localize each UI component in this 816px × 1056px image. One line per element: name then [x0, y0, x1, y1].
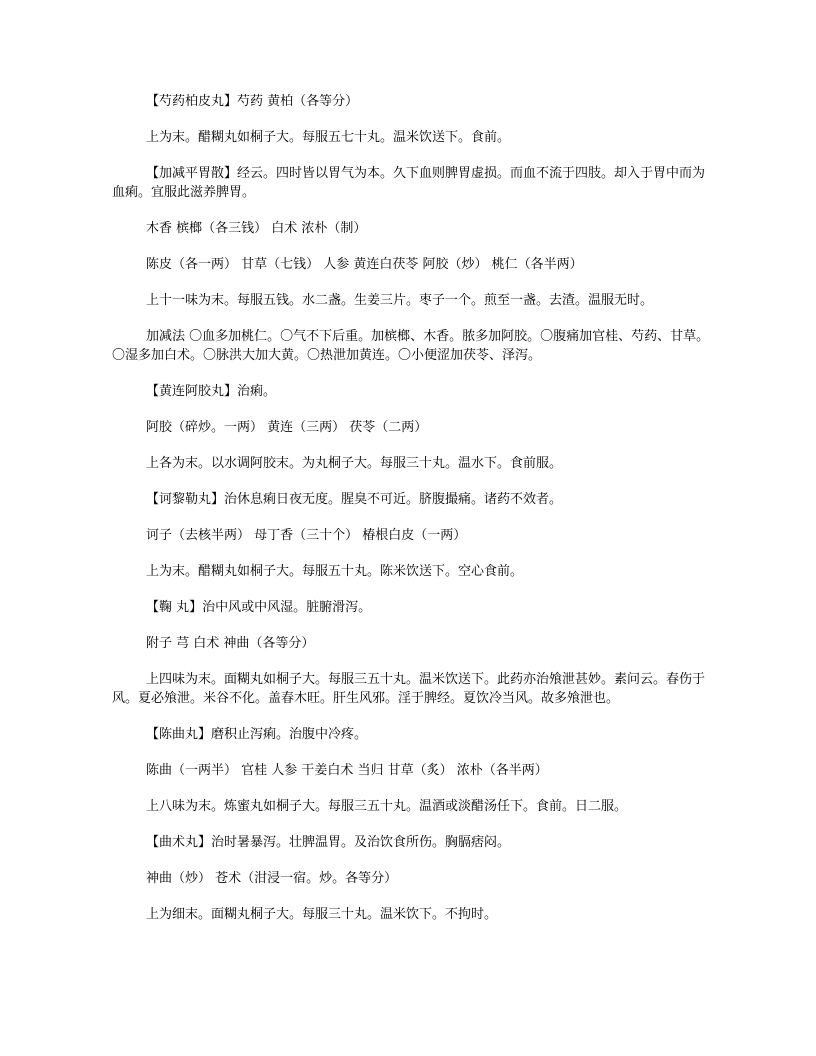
paragraph — [112, 164, 712, 202]
paragraph-text: 治时暑暴泻。壮脾温胃。及治饮食所伤。胸膈痞闷。 — [211, 835, 511, 850]
document-page — [112, 92, 712, 941]
paragraph-text: 治痢。 — [237, 384, 277, 399]
paragraph-text: 治中风或中风湿。脏腑滑泻。 — [202, 600, 372, 615]
paragraph — [112, 418, 712, 437]
paragraph-text: 附子 芎 白术 神曲（各等分） — [146, 636, 315, 651]
paragraph-text: 上为细末。面糊丸桐子大。每服三十丸。温米饮下。不拘时。 — [146, 907, 498, 922]
paragraph — [112, 327, 712, 365]
paragraph — [112, 670, 712, 708]
formula-title: 【黄连阿胶丸】 — [146, 384, 238, 399]
formula-title: 【诃黎勒丸】 — [146, 492, 225, 507]
paragraph-text: 经云。四时皆以胃气为本。久下血则脾胃虚损。而血不流于四肢。却入于胃中而为血痢。宜服此滋养脾胃。 — [112, 166, 706, 200]
paragraph — [112, 905, 712, 924]
paragraph — [112, 382, 712, 401]
paragraph — [112, 634, 712, 653]
paragraph-text: 木香 槟榔（各三钱） 白术 浓朴（制） — [146, 221, 367, 236]
paragraph — [112, 219, 712, 238]
paragraph — [112, 869, 712, 888]
paragraph-text: 神曲（炒） 苍术（泔浸一宿。炒。各等分） — [146, 871, 398, 886]
formula-title: 【陈曲丸】 — [146, 727, 212, 742]
paragraph — [112, 598, 712, 617]
paragraph-text: 上为末。醋糊丸如桐子大。每服五十丸。陈米饮送下。空心食前。 — [146, 564, 524, 579]
paragraph — [112, 92, 712, 111]
paragraph-text: 诃子（去核半两） 母丁香（三十个） 椿根白皮（一两） — [146, 528, 467, 543]
paragraph-text: 加减法 〇血多加桃仁。〇气不下后重。加槟榔、木香。脓多加阿胶。〇腹痛加官桂、芍药、甘草。〇湿多加白术。〇脉洪大加大黄。〇热泄加黄连。〇小便涩加茯苓、泽泻。 — [112, 329, 710, 363]
paragraph — [112, 255, 712, 274]
formula-title: 【加减平胃散】 — [146, 166, 238, 181]
paragraph — [112, 761, 712, 780]
paragraph-text: 上各为末。以水调阿胶末。为丸桐子大。每服三十丸。温水下。食前服。 — [146, 456, 563, 471]
paragraph-text: 上十一味为末。每服五钱。水二盏。生姜三片。枣子一个。煎至一盏。去渣。温服无时。 — [146, 293, 654, 308]
paragraph — [112, 833, 712, 852]
paragraph — [112, 562, 712, 581]
paragraph-text: 阿胶（碎炒。一两） 黄连（三两） 茯苓（二两） — [146, 420, 428, 435]
paragraph — [112, 291, 712, 310]
paragraph-text: 上四味为末。面糊丸如桐子大。每服三五十丸。温米饮送下。此药亦治飧泄甚妙。素问云。春伤于风。夏必飧泄。米谷不化。盖春木旺。肝生风邪。淫于脾经。夏饮冷当风。故多飧泄也。 — [112, 672, 706, 706]
paragraph-text: 陈曲（一两半） 官桂 人参 干姜白术 当归 甘草（炙） 浓朴（各半两） — [146, 763, 548, 778]
paragraph-text: 上八味为末。炼蜜丸如桐子大。每服三五十丸。温酒或淡醋汤任下。食前。日二服。 — [146, 799, 628, 814]
formula-title: 【芍药柏皮丸】 — [146, 94, 238, 109]
paragraph-text: 磨积止泻痢。治腹中冷疼。 — [211, 727, 368, 742]
paragraph-text: 陈皮（各一两） 甘草（七钱） 人参 黄连白茯苓 阿胶（炒） 桃仁（各半两） — [146, 257, 583, 272]
paragraph — [112, 128, 712, 147]
formula-title: 【曲术丸】 — [146, 835, 212, 850]
paragraph — [112, 797, 712, 816]
formula-title: 【鞠 丸】 — [146, 600, 203, 615]
paragraph-text: 上为末。醋糊丸如桐子大。每服五七十丸。温米饮送下。食前。 — [146, 130, 511, 145]
paragraph-text: 芍药 黄柏（各等分） — [237, 94, 359, 109]
paragraph — [112, 490, 712, 509]
paragraph-text: 治休息痢日夜无度。腥臭不可近。脐腹撮痛。诸药不效者。 — [224, 492, 563, 507]
paragraph — [112, 526, 712, 545]
paragraph — [112, 454, 712, 473]
paragraph — [112, 725, 712, 744]
